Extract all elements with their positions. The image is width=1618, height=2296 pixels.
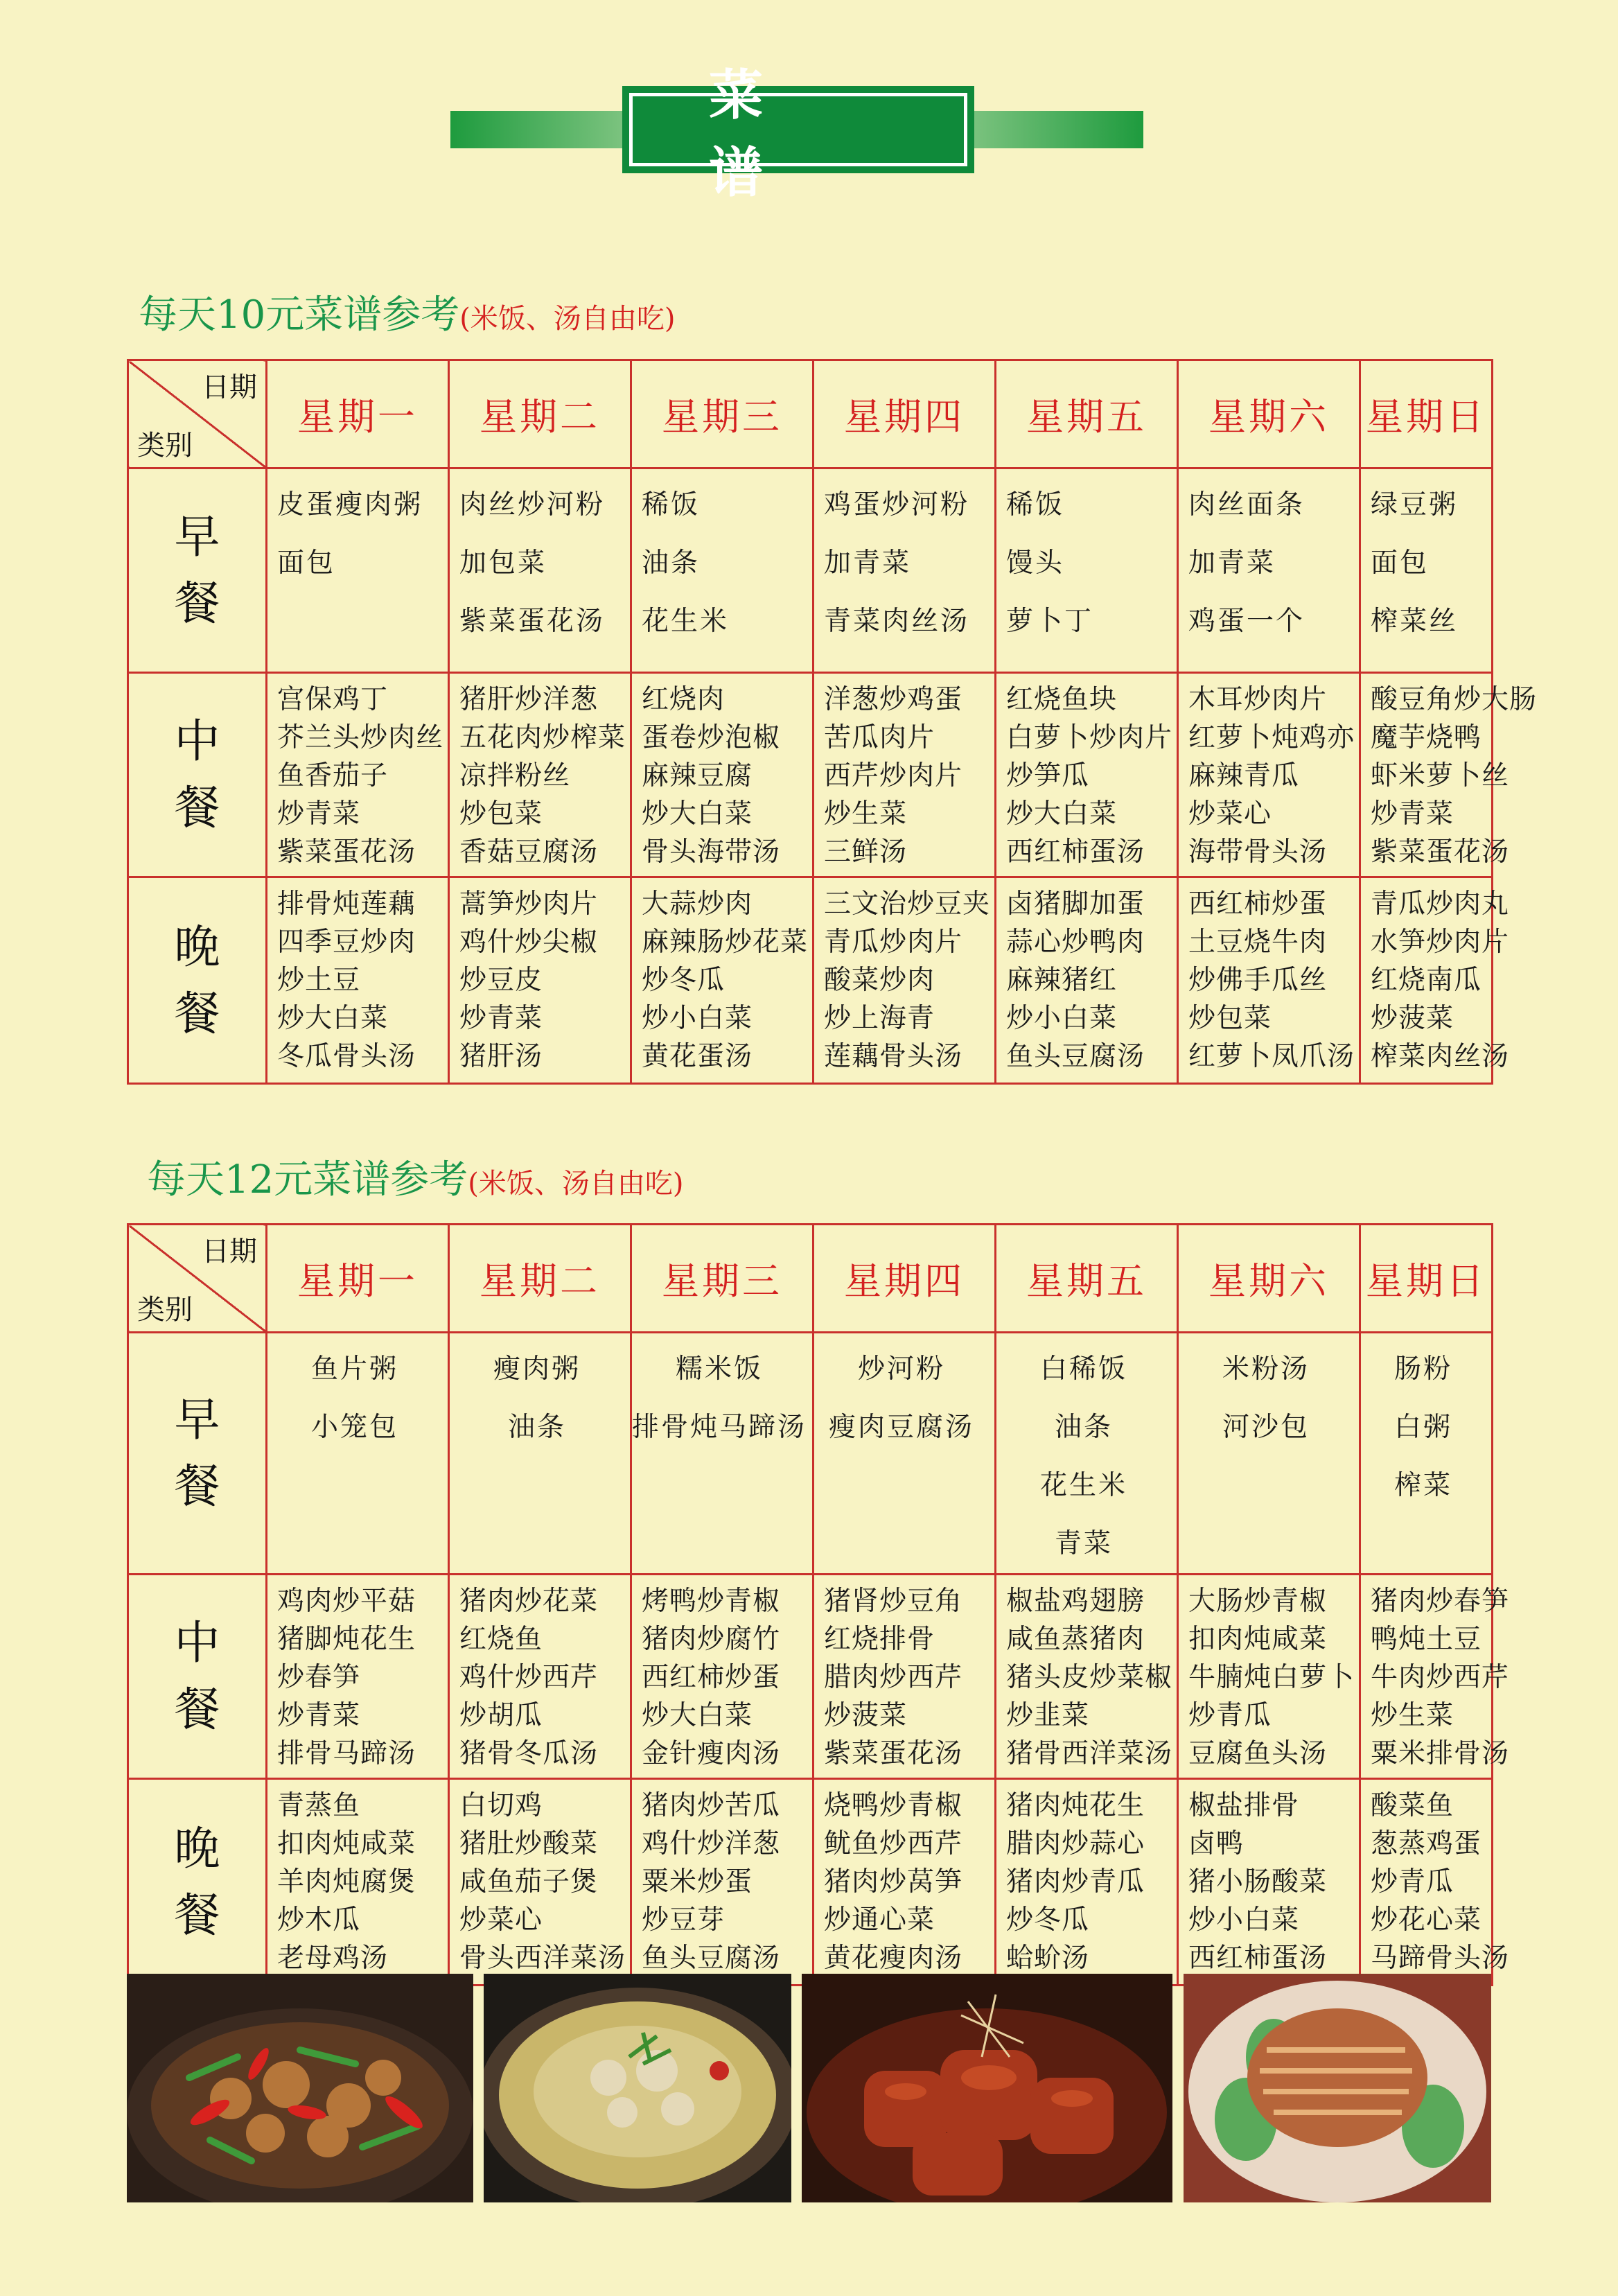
dish-item: 面包	[277, 547, 336, 579]
dish-item: 西红柿蛋汤	[1188, 1943, 1328, 1974]
meal-label-breakfast: 早 餐	[128, 468, 267, 673]
dish-cell-breakfast-mon	[267, 1333, 449, 1575]
dish-item: 牛肉炒西芹	[1371, 1662, 1510, 1693]
spicy-chicken-dish-photo	[127, 1974, 473, 2202]
dish-item: 猪肉炒春笋	[1371, 1586, 1510, 1617]
dish-item: 河沙包	[1222, 1412, 1310, 1443]
dish-item: 西红柿炒蛋	[642, 1662, 781, 1693]
dish-item: 酸菜炒肉	[824, 965, 935, 996]
dish-item: 扣肉炖咸菜	[1188, 1624, 1328, 1655]
dish-cell-breakfast-thu	[814, 468, 996, 673]
dish-item: 冬瓜骨头汤	[277, 1041, 416, 1072]
dish-cell-dinner-sun	[1360, 877, 1510, 1084]
dish-cell-dinner-wed	[631, 877, 814, 1084]
meal-row-breakfast	[128, 468, 1493, 673]
day-header-tue: 星期二	[449, 1225, 631, 1333]
dish-item: 排骨马蹄汤	[277, 1738, 416, 1769]
dish-item: 榨菜	[1393, 1470, 1452, 1501]
dish-item: 肉丝面条	[1188, 489, 1305, 520]
dish-item: 炒上海青	[824, 1003, 935, 1034]
dish-item: 红萝卜炖鸡亦	[1188, 722, 1355, 753]
dish-item: 三鲜汤	[824, 836, 908, 868]
day-header-thu: 星期四	[814, 360, 996, 468]
dish-item: 白稀饭	[1039, 1353, 1127, 1385]
dish-cell-dinner-sat	[1178, 877, 1360, 1084]
dish-item: 炒冬瓜	[1006, 1904, 1090, 1936]
header-title-box	[622, 64, 974, 204]
dish-item: 炒青瓜	[1371, 1866, 1454, 1898]
dish-item: 猪骨西洋菜汤	[1006, 1738, 1173, 1769]
dish-item: 黄花蛋汤	[642, 1041, 753, 1072]
section-title-text: 每天10元菜谱参考	[139, 292, 460, 338]
dish-item: 宫保鸡丁	[277, 684, 389, 715]
dish-item: 西红柿炒蛋	[1188, 888, 1328, 920]
dish-item: 炒菜心	[1188, 798, 1272, 830]
dish-item: 排骨炖莲藕	[277, 888, 416, 920]
dish-cell-lunch-tue	[449, 1575, 631, 1779]
dish-item: 紫菜蛋花汤	[824, 1738, 963, 1769]
corner-date-label: 日期	[202, 371, 257, 403]
meal-row-lunch	[128, 673, 1493, 877]
menu-table-12	[127, 1223, 1510, 1986]
dish-item: 粟米炒蛋	[642, 1866, 753, 1898]
corner-category-label: 类别	[137, 430, 193, 462]
section-title-text: 每天12元菜谱参考	[147, 1157, 468, 1202]
dish-item: 酸菜鱼	[1371, 1790, 1454, 1821]
dish-item: 猪骨冬瓜汤	[459, 1738, 599, 1769]
dish-cell-lunch-fri	[996, 673, 1178, 877]
dish-item: 炒花心菜	[1371, 1904, 1482, 1936]
day-header-sat: 星期六	[1178, 1225, 1360, 1333]
corner-cell	[128, 360, 267, 468]
dish-item: 鸡什炒洋葱	[642, 1828, 781, 1859]
dish-item: 炒生菜	[1371, 1700, 1454, 1731]
dish-item: 炒大白菜	[642, 798, 753, 830]
dish-item: 麻辣猪红	[1006, 965, 1118, 996]
dish-item: 花生米	[642, 606, 730, 637]
dish-item: 西芹炒肉片	[824, 760, 963, 791]
dish-item: 白粥	[1393, 1412, 1452, 1443]
meal-label-lunch: 中 餐	[128, 1575, 267, 1779]
dish-item: 蒜心炒鸭肉	[1006, 927, 1145, 958]
dish-cell-breakfast-sun	[1360, 468, 1493, 673]
dish-cell-lunch-sun	[1360, 1575, 1510, 1779]
dish-cell-dinner-fri	[996, 877, 1178, 1084]
dish-item: 炒豆皮	[459, 965, 543, 996]
dish-item: 牛腩炖白萝卜	[1188, 1662, 1355, 1693]
dish-item: 加包菜	[459, 547, 547, 579]
dish-item: 炒包菜	[459, 798, 543, 830]
dish-item: 青菜肉丝汤	[824, 606, 970, 637]
meal-row-dinner	[128, 877, 1493, 1084]
dish-cell-lunch-tue	[449, 673, 631, 877]
section-note: (米饭、汤自由吃)	[468, 1168, 684, 1200]
section-title-12	[147, 1149, 683, 1204]
dish-item: 猪肝炒洋葱	[459, 684, 599, 715]
dish-item: 炒青瓜	[1188, 1700, 1272, 1731]
dish-item: 西红柿蛋汤	[1006, 836, 1145, 868]
dish-item: 炒冬瓜	[642, 965, 726, 996]
dish-item: 油条	[507, 1412, 566, 1443]
dish-item: 炒笋瓜	[1006, 760, 1090, 791]
table-header-row	[128, 360, 1493, 468]
dish-item: 酸豆角炒大肠	[1371, 684, 1538, 715]
dish-item: 海带骨头汤	[1188, 836, 1328, 868]
dish-item: 紫菜蛋花汤	[1371, 836, 1510, 868]
dish-item: 炒春笋	[277, 1662, 361, 1693]
dish-cell-dinner-tue	[449, 877, 631, 1084]
meal-row-lunch	[128, 1575, 1493, 1779]
dish-item: 炒大白菜	[1006, 798, 1118, 830]
dish-cell-dinner-thu	[814, 877, 996, 1084]
meal-row-dinner	[128, 1779, 1493, 1986]
dish-item: 红烧排骨	[824, 1624, 935, 1655]
dish-item: 鱼头豆腐汤	[642, 1943, 781, 1974]
dish-item: 大蒜炒肉	[642, 888, 753, 920]
dish-item: 黄花瘦肉汤	[824, 1943, 963, 1974]
dish-cell-breakfast-tue	[449, 1333, 631, 1575]
menu-table-10	[127, 359, 1538, 1085]
dish-item: 鸡什炒尖椒	[459, 927, 599, 958]
dish-item: 马蹄骨头汤	[1371, 1943, 1510, 1974]
dish-item: 鱿鱼炒西芹	[824, 1828, 963, 1859]
braised-pork-photo	[802, 1974, 1172, 2202]
dish-item: 面包	[1371, 547, 1430, 579]
dish-item: 莲藕骨头汤	[824, 1041, 963, 1072]
meal-label-breakfast: 早 餐	[128, 1333, 267, 1575]
dish-item: 麻辣豆腐	[642, 760, 753, 791]
day-header-fri: 星期五	[996, 1225, 1178, 1333]
dish-item: 鱼头豆腐汤	[1006, 1041, 1145, 1072]
dish-item: 稀饭	[1006, 489, 1065, 520]
dish-cell-lunch-sat	[1178, 673, 1360, 877]
dish-item: 肠粉	[1393, 1353, 1452, 1385]
dish-item: 烤鸭炒青椒	[642, 1586, 781, 1617]
day-header-thu: 星期四	[814, 1225, 996, 1333]
dish-item: 蛤蚧汤	[1006, 1943, 1090, 1974]
dish-item: 炒大白菜	[277, 1003, 389, 1034]
dish-item: 小笼包	[310, 1412, 398, 1443]
dish-item: 炒小白菜	[642, 1003, 753, 1034]
dish-item: 青瓜炒肉片	[824, 927, 963, 958]
dish-cell-dinner-wed	[631, 1779, 814, 1986]
dish-item: 红烧肉	[642, 684, 726, 715]
dish-item: 蒿笋炒肉片	[459, 888, 599, 920]
dish-item: 瘦肉粥	[493, 1353, 581, 1385]
dish-item: 紫菜蛋花汤	[277, 836, 416, 868]
dish-item: 炒胡瓜	[459, 1700, 543, 1731]
dish-item: 炒木瓜	[277, 1904, 361, 1936]
dish-cell-dinner-fri	[996, 1779, 1178, 1986]
dish-cell-dinner-sat	[1178, 1779, 1360, 1986]
dish-item: 金针瘦肉汤	[642, 1738, 781, 1769]
dish-item: 榨菜肉丝汤	[1371, 1041, 1510, 1072]
dish-item: 炒通心菜	[824, 1904, 935, 1936]
dish-cell-dinner-mon	[267, 877, 449, 1084]
dish-item: 猪肉炒腐竹	[642, 1624, 781, 1655]
dish-item: 炒菠菜	[824, 1700, 908, 1731]
dish-item: 魔芋烧鸭	[1371, 722, 1482, 753]
dish-cell-lunch-thu	[814, 673, 996, 877]
dish-item: 水笋炒肉片	[1371, 927, 1510, 958]
dish-item: 米粉汤	[1222, 1353, 1310, 1385]
dish-item: 香菇豆腐汤	[459, 836, 599, 868]
dish-item: 红烧鱼	[459, 1624, 543, 1655]
dish-item: 加青菜	[1188, 547, 1276, 579]
dish-item: 猪脚炖花生	[277, 1624, 416, 1655]
dish-cell-breakfast-mon	[267, 468, 449, 673]
dish-cell-lunch-wed	[631, 673, 814, 877]
dish-item: 鸡什炒西芹	[459, 1662, 599, 1693]
dish-item: 红萝卜凤爪汤	[1188, 1041, 1355, 1072]
dish-item: 烧鸭炒青椒	[824, 1790, 963, 1821]
dish-item: 青瓜炒肉丸	[1371, 888, 1510, 920]
dish-item: 炒包菜	[1188, 1003, 1272, 1034]
corner-category-label: 类别	[137, 1294, 193, 1326]
dish-item: 猪小肠酸菜	[1188, 1866, 1328, 1898]
dish-item: 大肠炒青椒	[1188, 1586, 1328, 1617]
dish-item: 炒青菜	[277, 1700, 361, 1731]
dish-item: 咸鱼蒸猪肉	[1006, 1624, 1145, 1655]
dish-item: 骨头海带汤	[642, 836, 781, 868]
dish-item: 骨头西洋菜汤	[459, 1943, 626, 1974]
dish-item: 麻辣青瓜	[1188, 760, 1300, 791]
corner-date-label: 日期	[202, 1236, 257, 1268]
meal-label-dinner: 晚 餐	[128, 877, 267, 1084]
dish-item: 猪头皮炒菜椒	[1006, 1662, 1173, 1693]
dish-item: 猪肚炒酸菜	[459, 1828, 599, 1859]
dish-item: 芥兰头炒肉丝	[277, 722, 444, 753]
dish-item: 猪肉炒苦瓜	[642, 1790, 781, 1821]
dish-item: 羊肉炖腐煲	[277, 1866, 416, 1898]
dish-item: 青蒸鱼	[277, 1790, 361, 1821]
dish-item: 炒青菜	[459, 1003, 543, 1034]
fish-soup-photo	[484, 1974, 791, 2202]
dish-item: 卤鸭	[1188, 1828, 1245, 1859]
dish-cell-lunch-wed	[631, 1575, 814, 1779]
dish-item: 紫菜蛋花汤	[459, 606, 606, 637]
dish-item: 豆腐鱼头汤	[1188, 1738, 1328, 1769]
dish-item: 炒青菜	[277, 798, 361, 830]
dish-item: 绿豆粥	[1371, 489, 1459, 520]
dish-cell-breakfast-tue	[449, 468, 631, 673]
dish-item: 咸鱼茄子煲	[459, 1866, 599, 1898]
dish-item: 腊肉炒西芹	[824, 1662, 963, 1693]
dish-item: 白萝卜炒肉片	[1006, 722, 1173, 753]
dish-item: 白切鸡	[459, 1790, 543, 1821]
dish-item: 炒大白菜	[642, 1700, 753, 1731]
dish-item: 老母鸡汤	[277, 1943, 389, 1974]
day-header-sat: 星期六	[1178, 360, 1360, 468]
dish-item: 油条	[1054, 1412, 1113, 1443]
dish-cell-lunch-mon	[267, 1575, 449, 1779]
dish-item: 三文治炒豆夹	[824, 888, 991, 920]
dish-item: 鸭炖土豆	[1371, 1624, 1482, 1655]
dish-item: 卤猪脚加蛋	[1006, 888, 1145, 920]
dish-item: 五花肉炒榨菜	[459, 722, 626, 753]
dish-item: 炒土豆	[277, 965, 361, 996]
dish-cell-dinner-sun	[1360, 1779, 1510, 1986]
dish-item: 炒小白菜	[1188, 1904, 1300, 1936]
dish-item: 炒菠菜	[1371, 1003, 1454, 1034]
dish-item: 鱼片粥	[310, 1353, 398, 1385]
dish-cell-breakfast-wed	[631, 468, 814, 673]
dish-item: 粟米排骨汤	[1371, 1738, 1510, 1769]
day-header-wed: 星期三	[631, 360, 814, 468]
dish-cell-breakfast-thu	[814, 1333, 996, 1575]
dish-item: 鱼香茄子	[277, 760, 389, 791]
day-header-fri: 星期五	[996, 360, 1178, 468]
section-note: (米饭、汤自由吃)	[459, 303, 676, 335]
dish-item: 皮蛋瘦肉粥	[277, 489, 423, 520]
day-header-mon: 星期一	[267, 360, 449, 468]
dish-cell-lunch-thu	[814, 1575, 996, 1779]
dish-item: 加青菜	[824, 547, 912, 579]
dish-item: 瘦肉豆腐汤	[828, 1412, 974, 1443]
dish-cell-lunch-mon	[267, 673, 449, 877]
dish-item: 花生米	[1039, 1470, 1127, 1501]
dish-item: 油条	[642, 547, 701, 579]
page-title: 菜 谱	[629, 93, 967, 166]
dish-item: 炒小白菜	[1006, 1003, 1118, 1034]
dish-item: 猪肾炒豆角	[824, 1586, 963, 1617]
dish-item: 榨菜丝	[1371, 606, 1459, 637]
dish-cell-breakfast-sat	[1178, 468, 1360, 673]
dish-item: 萝卜丁	[1006, 606, 1094, 637]
dish-cell-breakfast-sun	[1360, 1333, 1493, 1575]
dish-item: 糯米饭	[675, 1353, 763, 1385]
dish-item: 炒生菜	[824, 798, 908, 830]
day-header-wed: 星期三	[631, 1225, 814, 1333]
dish-item: 青菜	[1054, 1528, 1113, 1559]
dish-cell-breakfast-fri	[996, 1333, 1178, 1575]
dish-cell-lunch-sat	[1178, 1575, 1360, 1779]
dish-cell-breakfast-fri	[996, 468, 1178, 673]
dish-item: 红烧鱼块	[1006, 684, 1118, 715]
dish-item: 葱蒸鸡蛋	[1371, 1828, 1482, 1859]
table-header-row	[128, 1225, 1493, 1333]
dish-item: 洋葱炒鸡蛋	[824, 684, 963, 715]
dish-item: 猪肝汤	[459, 1041, 543, 1072]
dish-cell-dinner-tue	[449, 1779, 631, 1986]
dish-item: 木耳炒肉片	[1188, 684, 1328, 715]
dish-item: 猪肉炒莴笋	[824, 1866, 963, 1898]
dish-item: 红烧南瓜	[1371, 965, 1482, 996]
dish-item: 凉拌粉丝	[459, 760, 571, 791]
meal-label-lunch: 中 餐	[128, 673, 267, 877]
dish-item: 炒佛手瓜丝	[1188, 965, 1328, 996]
dish-item: 猪肉炒花菜	[459, 1586, 599, 1617]
dish-item: 苦瓜肉片	[824, 722, 935, 753]
dish-item: 椒盐排骨	[1188, 1790, 1300, 1821]
dish-item: 椒盐鸡翅膀	[1006, 1586, 1145, 1617]
dish-item: 炒青菜	[1371, 798, 1454, 830]
dish-cell-lunch-fri	[996, 1575, 1178, 1779]
meal-label-dinner: 晚 餐	[128, 1779, 267, 1986]
dish-cell-dinner-mon	[267, 1779, 449, 1986]
section-title-10	[139, 284, 675, 340]
meal-row-breakfast	[128, 1333, 1493, 1575]
dish-cell-breakfast-sat	[1178, 1333, 1360, 1575]
pork-belly-greens-photo	[1184, 1974, 1491, 2202]
dish-item: 扣肉炖咸菜	[277, 1828, 416, 1859]
dish-cell-lunch-sun	[1360, 673, 1538, 877]
dish-item: 麻辣肠炒花菜	[642, 927, 809, 958]
dish-item: 稀饭	[642, 489, 701, 520]
dish-item: 鸡蛋一个	[1188, 606, 1305, 637]
dish-item: 鸡肉炒平菇	[277, 1586, 416, 1617]
dish-cell-dinner-thu	[814, 1779, 996, 1986]
dish-item: 炒豆芽	[642, 1904, 726, 1936]
dish-item: 鸡蛋炒河粉	[824, 489, 970, 520]
dish-cell-breakfast-wed	[631, 1333, 814, 1575]
dish-item: 炒河粉	[857, 1353, 945, 1385]
day-header-tue: 星期二	[449, 360, 631, 468]
dish-item: 蛋卷炒泡椒	[642, 722, 781, 753]
day-header-sun: 星期日	[1360, 1225, 1493, 1333]
dish-item: 猪肉炒青瓜	[1006, 1866, 1145, 1898]
dish-item: 排骨炖马蹄汤	[632, 1412, 807, 1443]
day-header-mon: 星期一	[267, 1225, 449, 1333]
dish-item: 猪肉炖花生	[1006, 1790, 1145, 1821]
dish-item: 四季豆炒肉	[277, 927, 416, 958]
dish-item: 腊肉炒蒜心	[1006, 1828, 1145, 1859]
dish-item: 肉丝炒河粉	[459, 489, 606, 520]
corner-cell	[128, 1225, 267, 1333]
day-header-sun: 星期日	[1360, 360, 1493, 468]
dish-item: 炒菜心	[459, 1904, 543, 1936]
dish-item: 虾米萝卜丝	[1371, 760, 1510, 791]
dish-item: 馒头	[1006, 547, 1065, 579]
dish-item: 土豆烧牛肉	[1188, 927, 1328, 958]
dish-item: 炒韭菜	[1006, 1700, 1090, 1731]
